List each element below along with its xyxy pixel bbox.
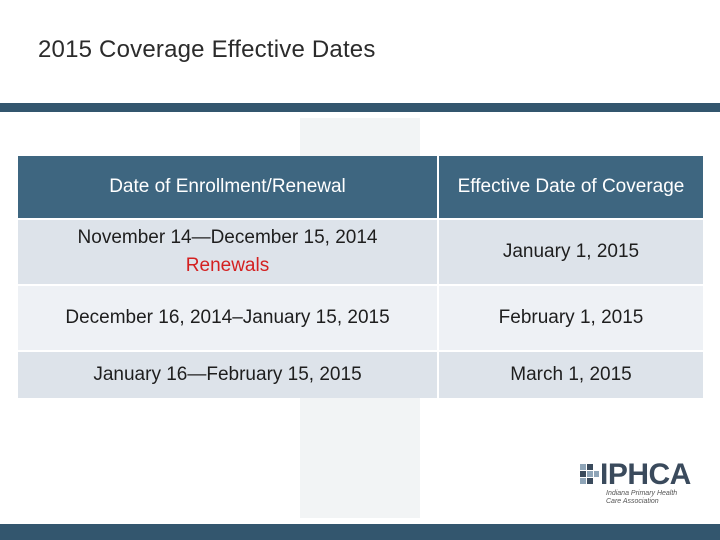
table-header-row bbox=[18, 156, 703, 219]
iphca-logo bbox=[580, 458, 691, 506]
table-row bbox=[18, 219, 703, 285]
logo-tagline: Indiana Primary Health Care Association bbox=[606, 490, 678, 505]
effective-cell: January 1, 2015 bbox=[438, 219, 703, 285]
table-row bbox=[18, 351, 703, 398]
renewals-note: Renewals bbox=[185, 255, 270, 276]
effective-cell: February 1, 2015 bbox=[438, 285, 703, 351]
table-row bbox=[18, 285, 703, 351]
enrollment-cell bbox=[18, 219, 438, 285]
effective-cell: March 1, 2015 bbox=[438, 351, 703, 398]
coverage-dates-table bbox=[18, 156, 703, 398]
enrollment-cell: December 16, 2014–January 15, 2015 bbox=[18, 285, 438, 351]
enrollment-range: November 14—December 15, 2014 bbox=[77, 227, 378, 248]
slide-title: 2015 Coverage Effective Dates bbox=[38, 36, 376, 63]
logo-wordmark: IPHCA bbox=[600, 458, 691, 491]
logo-cross-icon bbox=[580, 462, 600, 486]
title-divider bbox=[0, 103, 720, 112]
header-enrollment: Date of Enrollment/Renewal bbox=[18, 156, 438, 219]
header-effective: Effective Date of Coverage bbox=[438, 156, 703, 219]
enrollment-cell: January 16—February 15, 2015 bbox=[18, 351, 438, 398]
footer-bar bbox=[0, 524, 720, 540]
